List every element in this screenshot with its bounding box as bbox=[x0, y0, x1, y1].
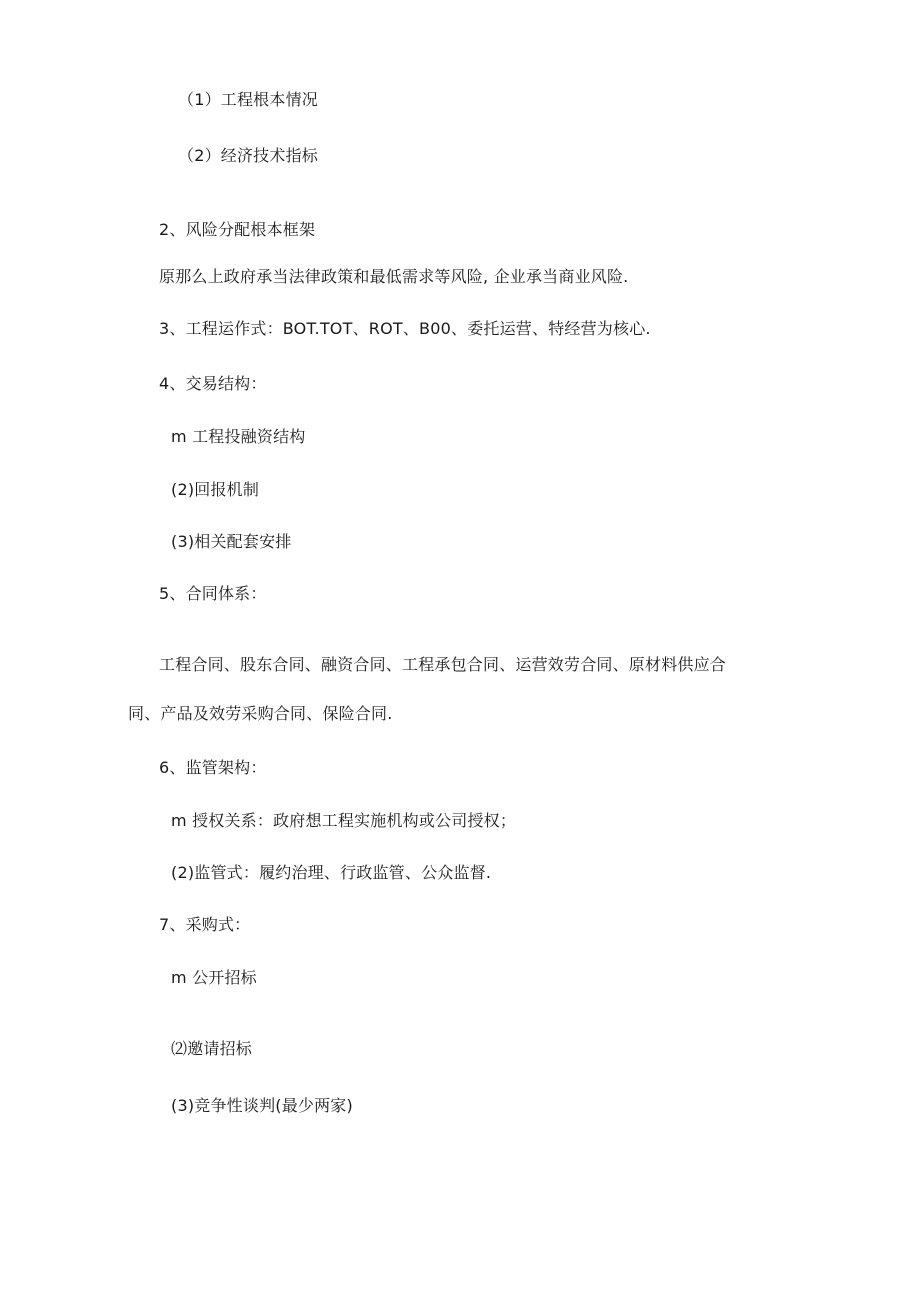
item-economic-technical-indicators: （2）经济技术指标 bbox=[178, 146, 318, 165]
item-project-basic-situation: （1）工程根本情况 bbox=[178, 90, 318, 109]
item-open-tender: m 公开招标 bbox=[171, 968, 257, 987]
heading-procurement-mode: 7、采购式： bbox=[159, 915, 251, 934]
heading-operation-mode: 3、工程运作式：BOT.TOT、ROT、B00、委托运营、特经营为核心. bbox=[159, 319, 651, 338]
heading-transaction-structure: 4、交易结构： bbox=[159, 374, 267, 393]
heading-regulatory-framework: 6、监管架构： bbox=[159, 758, 267, 777]
heading-contract-system: 5、合同体系： bbox=[159, 584, 267, 603]
paragraph-contracts-line-1: 工程合同、股东合同、融资合同、工程承包合同、运营效劳合同、原材料供应合 bbox=[159, 655, 727, 674]
item-regulatory-mode: (2)监管式：履约治理、行政监管、公众监督. bbox=[171, 863, 492, 882]
item-supporting-arrangements: (3)相关配套安排 bbox=[171, 532, 292, 551]
paragraph-contracts-line-2: 同、产品及效劳采购合同、保险合同. bbox=[128, 704, 393, 723]
item-competitive-negotiation: (3)竞争性谈判(最少两家) bbox=[171, 1096, 353, 1115]
item-investment-financing-structure: m 工程投融资结构 bbox=[171, 427, 306, 446]
item-authorization-relationship: m 授权关系：政府想工程实施机构或公司授权； bbox=[171, 811, 517, 830]
item-invited-tender: ⑵邀请招标 bbox=[171, 1039, 253, 1058]
heading-risk-allocation: 2、风险分配根本框架 bbox=[159, 220, 316, 239]
paragraph-risk-principle: 原那么上政府承当法律政策和最低需求等风险, 企业承当商业风险. bbox=[159, 267, 629, 286]
item-return-mechanism: (2)回报机制 bbox=[171, 480, 260, 499]
